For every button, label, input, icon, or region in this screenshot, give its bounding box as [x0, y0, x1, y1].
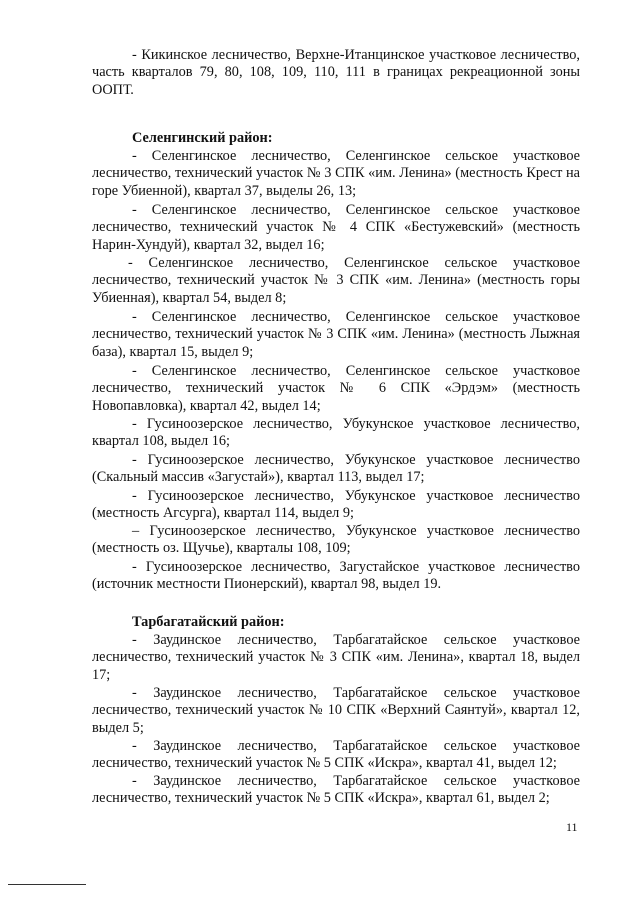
list-item: - Селенгинское лесничество, Селенгинское сельское участковое лесничество, технический участок № 4 СПК «Бестужевский» (местность Нарин-Хундуй), квартал 32, выдел 16;	[92, 202, 580, 253]
list-item: - Гусиноозерское лесничество, Загустайское участковое лесничество (источник местности Пионерский), квартал 98, выдел 19.	[92, 559, 580, 593]
intro-paragraph: - Кикинское лесничество, Верхне-Итанцинское участковое лесничество, часть кварталов 79, 80, 108, 109, 110, 111 в границах рекреационной зоны ООПТ.	[92, 47, 580, 98]
section-heading-tarbagataisky: Тарбагатайский район:	[132, 614, 285, 630]
list-item: - Гусиноозерское лесничество, Убукунское участковое лесничество, квартал 108, выдел 16;	[92, 416, 580, 450]
section-heading-selenginsky: Селенгинский район:	[132, 130, 273, 146]
list-item: - Селенгинское лесничество, Селенгинское сельское участковое лесничество, технический участок № 3 СПК «им. Ленина» (местность Крест на горе Убиенной), квартал 37, выделы 26, 13;	[92, 148, 580, 199]
list-item: - Гусиноозерское лесничество, Убукунское участковое лесничество (Скальный массив «Загустай»), квартал 113, выдел 17;	[92, 452, 580, 486]
footer-divider	[8, 884, 86, 885]
list-item: – Гусиноозерское лесничество, Убукунское участковое лесничество (местность оз. Щучье), кварталы 108, 109;	[92, 523, 580, 557]
list-item: - Заудинское лесничество, Тарбагатайское сельское участковое лесничество, технический участок № 3 СПК «им. Ленина», квартал 18, выдел 17;	[92, 632, 580, 683]
list-item: - Селенгинское лесничество, Селенгинское сельское участковое лесничество, технический участок № 3 СПК «им. Ленина» (местность горы Убиенная), квартал 54, выдел 8;	[92, 255, 580, 306]
list-item: - Заудинское лесничество, Тарбагатайское сельское участковое лесничество, технический участок № 10 СПК «Верхний Саянтуй», квартал 12, выдел 5;	[92, 685, 580, 736]
list-item: - Заудинское лесничество, Тарбагатайское сельское участковое лесничество, технический участок № 5 СПК «Искра», квартал 61, выдел 2;	[92, 773, 580, 807]
list-item: - Гусиноозерское лесничество, Убукунское участковое лесничество (местность Агсурга), квартал 114, выдел 9;	[92, 488, 580, 522]
list-item: - Заудинское лесничество, Тарбагатайское сельское участковое лесничество, технический участок № 5 СПК «Искра», квартал 41, выдел 12;	[92, 738, 580, 772]
list-item: - Селенгинское лесничество, Селенгинское сельское участковое лесничество, технический участок № 3 СПК «им. Ленина» (местность Лыжная база), квартал 15, выдел 9;	[92, 309, 580, 360]
list-item: - Селенгинское лесничество, Селенгинское сельское участковое лесничество, технический участок № 6 СПК «Эрдэм» (местность Новопавловка), квартал 42, выдел 14;	[92, 363, 580, 414]
page-number: 11	[566, 820, 578, 834]
